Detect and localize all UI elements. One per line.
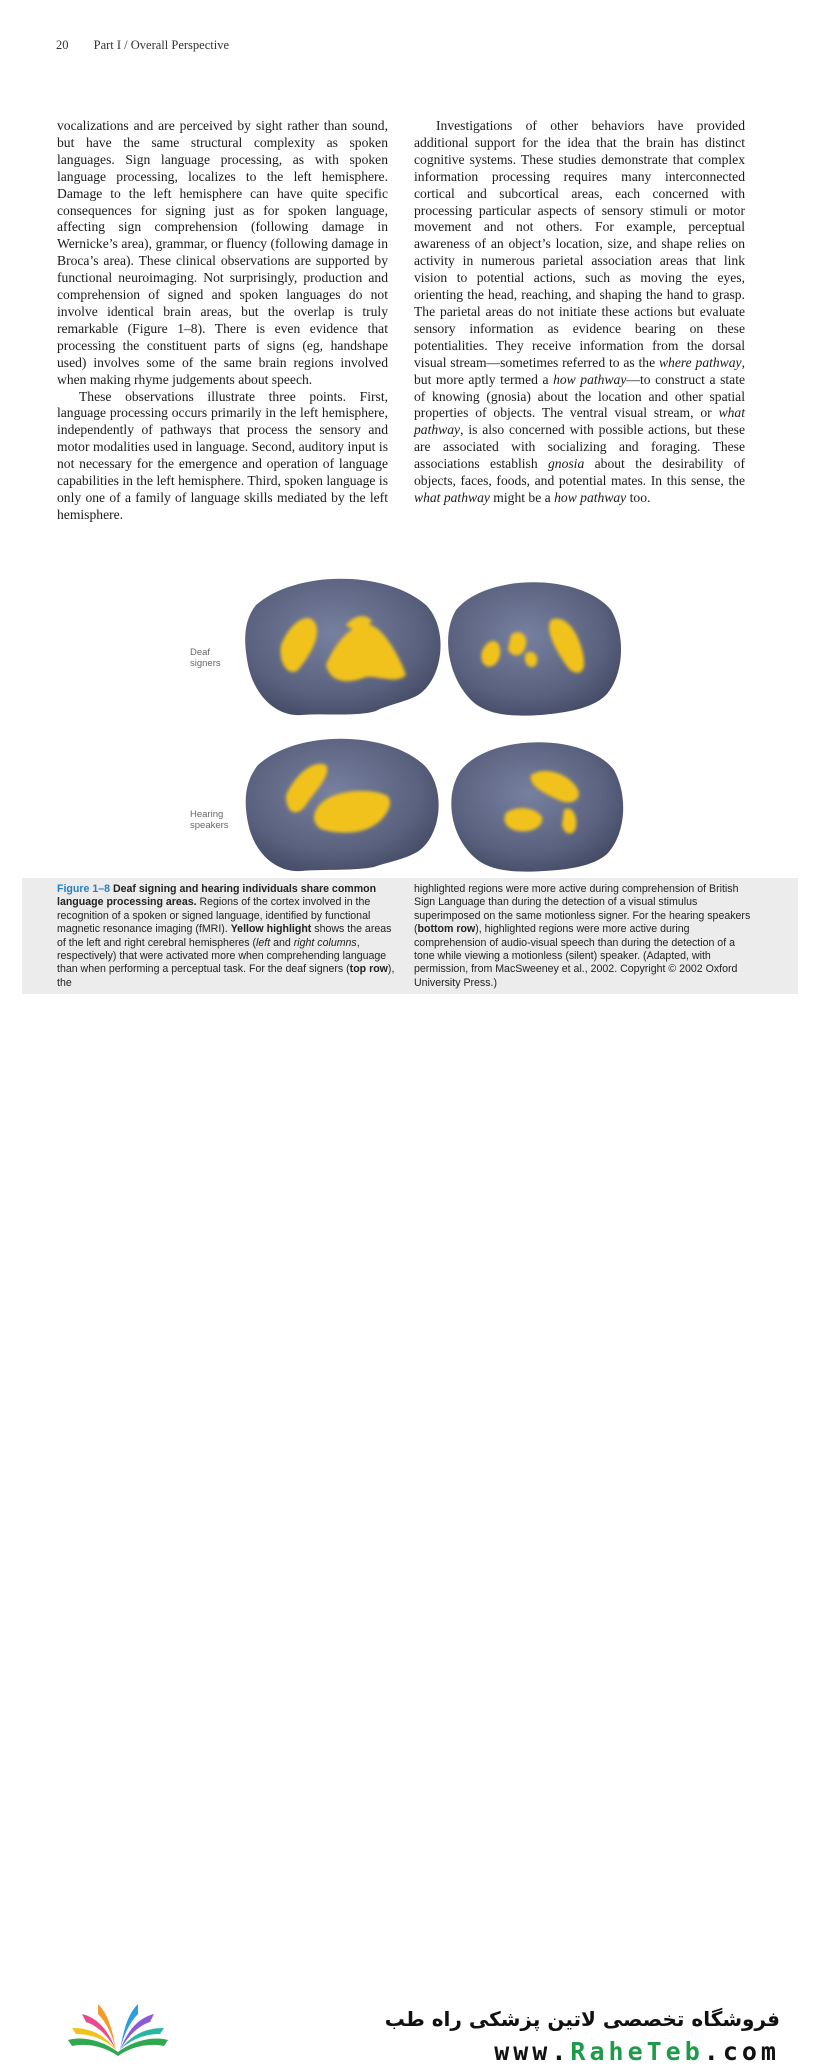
term-how-pathway: how pathway <box>553 371 627 387</box>
row-label-deaf-signers: Deaf signers <box>190 647 221 669</box>
left-paragraph-1: vocalizations and are perceived by sight rather than sound, but have the same structural complexity as spoken languages. Sign language processing, as with spoken language processing, localizes to the left hemisphere. Damage to the left hemisphere can have quite specific consequences for signing just as for spoken language, affecting sign comprehension (following damage in Wernicke’s area), grammar, or fluency (following damage in Broca’s area). These clinical observations are supported by functional neuroimaging. Not surprisingly, production and comprehension of signed and spoken languages do not involve identical brain areas, but the overlap is truly remarkable (Figure 1–8). There is even evidence that processing the constituent parts of signs (eg, handshape used) involves some of the same brain regions involved when making rhyme judgements about speech. <box>57 118 388 387</box>
term-gnosia: gnosia <box>548 456 585 472</box>
term-what-pathway-2: what pathway <box>414 489 490 505</box>
brain-deaf-right-hemisphere <box>448 582 621 715</box>
right-paragraph-1: Investigations of other behaviors have provided additional support for the idea that the brain has distinct cognitive systems. These studies demonstrate that complex information processing requires many interconnected cortical and subcortical areas, each concerned with processing particular aspects of sensory stimuli or motor movement and not others. For example, perceptual awareness of an object’s location, size, and shape relies on activity in numerous parietal association areas that link vision to potential actions, such as moving the eyes, orienting the head, reaching, and shaping the hand to grasp. The parietal areas do not initiate these actions but evaluate sensory information as evidence bearing on these potentialities. They receive information from the dorsal visual stream—sometimes referred to as the where pathway, but more aptly termed a how pathway—to construct a state of knowing (gnosia) about the location and other spatial properties of objects. The ventral visual stream, or what pathway, is also concerned with possible actions, but these are associated with socializing and foraging. These associations establish gnosia about the desirability of objects, faces, foods, and potential mates. In this sense, the what pathway might be a how pathway too. <box>414 118 746 505</box>
brain-hearing-left-hemisphere <box>246 739 439 871</box>
figure-caption-right: highlighted regions were more active during comprehension of British Sign Language than during the detection of a visual stimulus superimposed on the same motionless signer. For the hearing speakers (bottom row), highlighted regions were more active during comprehension of audio-visual speech than during the detection of a tone while viewing a motionless (silent) speaker. (Adapted, with permission, from MacSweeney et al., 2002. Copyright © 2002 Oxford University Press.) <box>414 883 751 989</box>
watermark-footer <box>0 995 820 2066</box>
caption-title: Deaf signing and hearing individuals share common language processing areas. <box>57 883 377 909</box>
book-logo-icon <box>62 2000 174 2060</box>
page-number: 20 <box>56 38 69 52</box>
brain-fmri-svg <box>186 565 626 877</box>
running-title: Part I / Overall Perspective <box>93 38 229 52</box>
running-header <box>56 38 229 53</box>
figure-1-8-brain-images <box>186 565 626 877</box>
row-label-hearing-speakers: Hearing speakers <box>190 809 229 831</box>
brain-hearing-right-hemisphere <box>451 742 623 871</box>
left-paragraph-2: These observations illustrate three points. First, language processing occurs primarily in the left hemisphere, independently of pathways that process the sensory and motor modalities used in language. Second, auditory input is not necessary for the emergence and operation of language capabilities in the left hemisphere. Third, spoken language is only one of a family of language skills mediated by the left hemisphere. <box>57 388 388 522</box>
store-name: فروشگاه تخصصی لاتین پزشکی راه طب <box>384 2007 780 2031</box>
term-what-pathway: what pathway <box>414 405 745 438</box>
store-url: www.RaheTeb.com <box>494 2037 780 2066</box>
brain-deaf-left-hemisphere <box>245 579 440 715</box>
left-column <box>57 118 388 524</box>
right-column <box>414 118 745 507</box>
figure-number: Figure 1–8 <box>57 883 110 895</box>
term-how-pathway-2: how pathway <box>554 489 627 505</box>
term-where-pathway: where pathway <box>658 354 742 370</box>
figure-caption-left: Figure 1–8 Deaf signing and hearing individuals share common language processing areas. Regions of the cortex involved in the recognition of a spoken or signed language, identified by functional magnetic resonance imaging (fMRI). Yellow highlight shows the areas of the left and right cerebral hemispheres (left and right columns, respectively) that were activated more when comprehending language than when performing a perceptual task. For the deaf signers (top row), the <box>57 883 395 989</box>
